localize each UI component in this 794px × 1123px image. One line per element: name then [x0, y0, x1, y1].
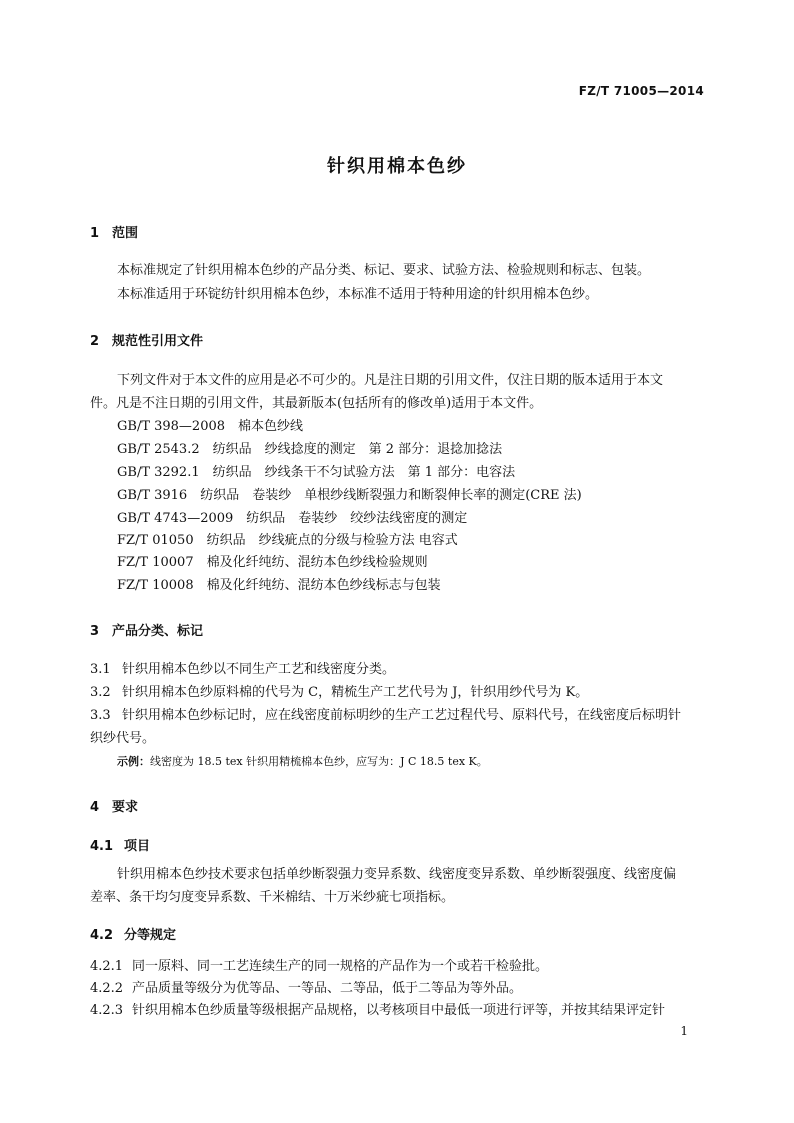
section-number: 4.1: [90, 839, 114, 854]
standard-number: FZ/T 71005—2014: [578, 84, 704, 98]
section-title: 要求: [112, 800, 139, 815]
section-number: 4.2: [90, 928, 114, 943]
section-4-heading: [90, 796, 138, 815]
clause-4-2-3: [90, 1000, 665, 1022]
section-title: 分等规定: [124, 928, 177, 943]
clause-4-2-2: [90, 978, 522, 1000]
section-title: 产品分类、标记: [112, 624, 204, 639]
paragraph: 针织用棉本色纱技术要求包括单纱断裂强力变异系数、线密度变异系数、单纱断裂强度、线密度偏: [117, 867, 677, 882]
paragraph: 件。凡是不注日期的引用文件，其最新版本(包括所有的修改单)适用于本文件。: [90, 396, 543, 411]
section-number: 2: [90, 334, 100, 349]
paragraph: 下列文件对于本文件的应用是必不可少的。凡是注日期的引用文件，仅注日期的版本适用于本文: [117, 373, 664, 388]
clause-number: 3.1: [90, 662, 111, 677]
section-title: 项目: [124, 839, 151, 854]
paragraph: 织纱代号。: [90, 731, 156, 746]
clause-text: 针织用棉本色纱标记时，应在线密度前标明纱的生产工艺过程代号、原料代号，在线密度后标明针: [122, 708, 682, 723]
page-number: 1: [680, 1024, 688, 1038]
clause-3-1: [90, 659, 395, 681]
section-title: 范围: [112, 226, 139, 241]
reference-item: GB/T 3292.1 纺织品 纱线条干不匀试验方法 第 1 部分：电容法: [117, 465, 516, 480]
section-title: 规范性引用文件: [112, 334, 204, 349]
example-label: 示例：: [117, 755, 150, 768]
example-note: [117, 753, 488, 769]
page-title: 针织用棉本色纱: [327, 156, 467, 177]
clause-3-3: [90, 705, 681, 727]
section-number: 1: [90, 226, 100, 241]
clause-number: 4.2.3: [90, 1003, 124, 1018]
clause-text: 针织用棉本色纱原料棉的代号为 C，精梳生产工艺代号为 J，针织用纱代号为 K。: [122, 685, 589, 700]
reference-item: GB/T 2543.2 纺织品 纱线捻度的测定 第 2 部分：退捻加捻法: [117, 442, 503, 457]
reference-item: FZ/T 10007 棉及化纤纯纺、混纺本色纱线检验规则: [117, 555, 428, 570]
section-3-heading: [90, 620, 203, 639]
reference-item: GB/T 3916 纺织品 卷装纱 单根纱线断裂强力和断裂伸长率的测定(CRE 法): [117, 488, 582, 503]
reference-item: FZ/T 10008 棉及化纤纯纺、混纺本色纱线标志与包装: [117, 578, 441, 593]
reference-item: GB/T 398—2008 棉本色纱线: [117, 419, 304, 434]
reference-item: GB/T 4743—2009 纺织品 卷装纱 绞纱法线密度的测定: [117, 511, 468, 526]
clause-3-2: [90, 682, 588, 704]
section-2-heading: [90, 330, 203, 349]
clause-number: 4.2.1: [90, 959, 124, 974]
clause-text: 产品质量等级分为优等品、一等品、二等品，低于二等品为等外品。: [132, 981, 523, 996]
paragraph: 本标准适用于环锭纺针织用棉本色纱，本标准不适用于特种用途的针织用棉本色纱。: [117, 287, 599, 302]
section-1-heading: [90, 222, 138, 241]
clause-text: 针织用棉本色纱以不同生产工艺和线密度分类。: [122, 662, 396, 677]
example-text: 线密度为 18.5 tex 针织用精梳棉本色纱，应写为：J C 18.5 tex K。: [150, 755, 488, 768]
paragraph: 差率、条干均匀度变异系数、千米棉结、十万米纱疵七项指标。: [90, 890, 455, 905]
section-number: 3: [90, 624, 100, 639]
clause-number: 3.3: [90, 708, 111, 723]
reference-item: FZ/T 01050 纺织品 纱线疵点的分级与检验方法 电容式: [117, 533, 458, 548]
subsection-4-2-heading: [90, 924, 176, 943]
clause-text: 同一原料、同一工艺连续生产的同一规格的产品作为一个或若干检验批。: [132, 959, 549, 974]
clause-number: 3.2: [90, 685, 111, 700]
paragraph: 本标准规定了针织用棉本色纱的产品分类、标记、要求、试验方法、检验规则和标志、包装。: [117, 263, 651, 278]
clause-text: 针织用棉本色纱质量等级根据产品规格，以考核项目中最低一项进行评等，并按其结果评定针: [132, 1003, 666, 1018]
section-number: 4: [90, 800, 100, 815]
subsection-4-1-heading: [90, 835, 150, 854]
clause-4-2-1: [90, 956, 548, 978]
clause-number: 4.2.2: [90, 981, 124, 996]
